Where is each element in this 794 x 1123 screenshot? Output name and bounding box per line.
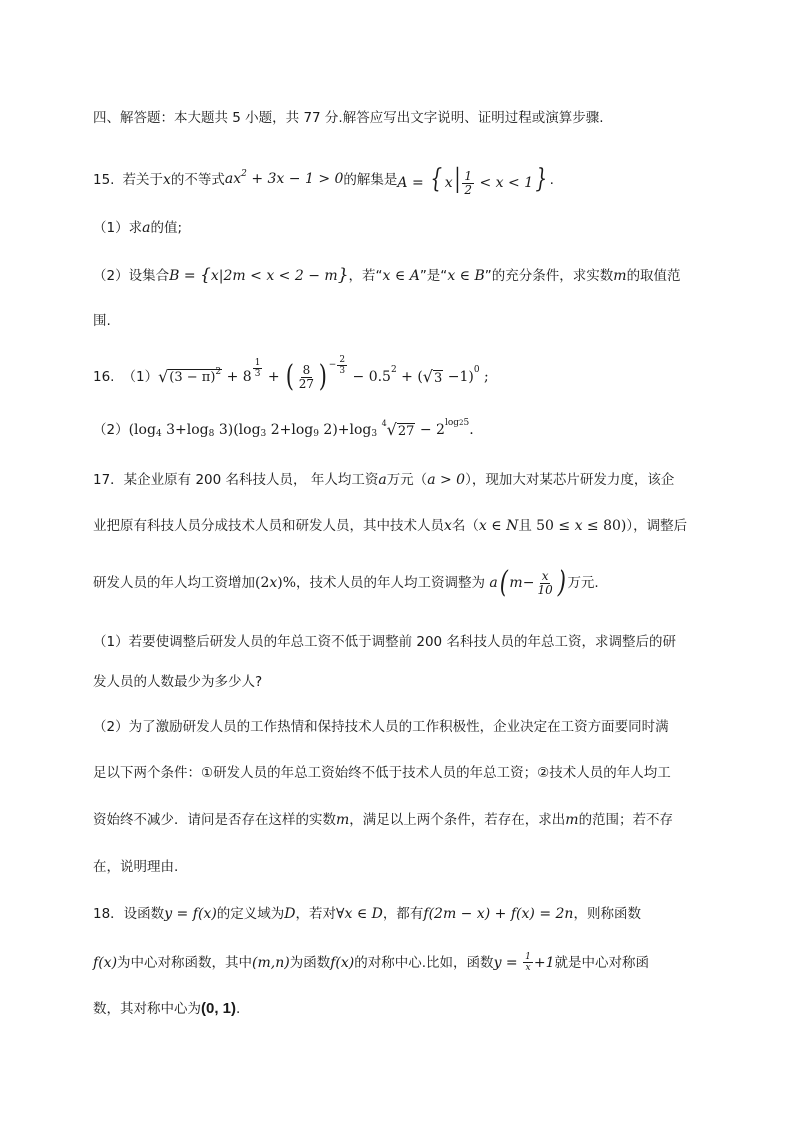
part-text: 的取值范 <box>626 267 681 284</box>
center-point: (0, 1) <box>201 1000 237 1017</box>
domain-d: D <box>284 906 296 922</box>
math-var: m <box>565 812 579 828</box>
question-16-part-1 <box>93 354 703 394</box>
set-b-formula: B = {x|2m < x < 2 − m} <box>169 265 349 285</box>
math-var: m <box>336 812 350 828</box>
question-number: 16. <box>93 369 115 385</box>
q17-text: 万元（ <box>386 472 428 488</box>
question-17-part-1-a <box>93 632 703 652</box>
expression-2: (log 4 3+log 8 3)(log 3 2+log 9 2)+log 3 4 √ 27 − 2 log25 . <box>128 418 474 439</box>
q15-text: 的解集是 <box>343 172 398 189</box>
fx: f(x) <box>330 954 355 971</box>
question-17-part-2-a <box>93 717 703 737</box>
x-in-a: x ∈ A <box>382 267 420 284</box>
question-17-line-2 <box>93 516 703 536</box>
q17-text: （2）为了激励研发人员的工作热情和保持技术人员的工作积极性，企业决定在工资方面要同时满 <box>93 719 669 735</box>
increase-formula: (2x)% <box>255 575 297 591</box>
part-text: ”的充分条件，求实数 <box>484 267 614 284</box>
example-function: y = $\frac{1}{x}$ +1 <box>493 952 555 973</box>
question-18-line-3 <box>93 999 703 1019</box>
math-var: m <box>613 267 627 284</box>
question-17-part-2-b <box>93 763 703 783</box>
question-17-part-1-b <box>93 672 703 692</box>
q18-text: 数，其对称中心为 <box>93 1001 201 1017</box>
question-18-line-1 <box>93 904 703 924</box>
part-number: （1） <box>93 220 129 236</box>
question-15-part-1 <box>93 218 703 238</box>
part-number: （1） <box>122 369 159 385</box>
q18-text: ，则称函数 <box>573 906 641 922</box>
part-text: 设集合 <box>128 267 170 284</box>
question-17-part-2-d <box>93 857 703 877</box>
salary-formula: a ( m − $\frac{x}{10}$ ) <box>489 565 566 600</box>
q18-text: ，都有 <box>382 906 424 922</box>
question-15-part-2 <box>93 265 703 286</box>
q18-text: 为中心对称函数，其中 <box>117 954 253 971</box>
q17-text: 研发人员的年人均工资增加 <box>93 575 255 591</box>
q17-text: 万元. <box>567 575 599 591</box>
q17-text: 的范围；若不存 <box>578 812 674 828</box>
q15-text: 若关于 <box>122 172 163 189</box>
q17-text: 足以下两个条件：①研发人员的年总工资始终不低于技术人员的年总工资；②技术人员的年人均工 <box>93 765 671 781</box>
part-text: 围. <box>93 313 111 329</box>
q17-text: （1）若要使调整后研发人员的年总工资不低于调整前 200 名科技人员的年总工资，求调整后的研 <box>93 634 676 650</box>
q17-text: ），现加大对某芯片研发力度，该企 <box>465 472 675 488</box>
inequality-formula: $ax^2 + 3x - 1 > 0$ <box>224 169 344 188</box>
section-heading <box>93 108 703 128</box>
center-mn: (m,n) <box>252 954 290 971</box>
q17-text: 发人员的人数最少为多少人? <box>93 674 263 690</box>
q17-text: 在，说明理由. <box>93 859 179 875</box>
question-15-stem: 15. 若关于 x 的不等式 $ax^2 + 3x - 1 > 0$ 的解集是 A = { x| $\frac{1}{2}$ < x < 1} . <box>93 164 554 197</box>
function-def: y = f(x) <box>164 906 217 922</box>
q17-text: ，满足以上两个条件，若存在，求出 <box>349 812 566 828</box>
part-text: ，若“ <box>348 267 383 284</box>
q18-text: 的定义域为 <box>216 906 285 922</box>
part-text: 求 <box>128 220 143 236</box>
q17-text: ，技术人员的年人均工资调整为 <box>296 575 486 591</box>
question-16-part-2 <box>93 420 703 440</box>
part-text: 的值; <box>150 220 183 236</box>
section-heading-text: 四、解答题：本大题共 5 小题，共 77 分.解答应写出文字说明、证明过程或演算步骤. <box>93 110 604 126</box>
question-17-part-2-c <box>93 810 703 830</box>
question-number: 15. <box>93 172 115 189</box>
part-number: （2） <box>93 422 129 438</box>
question-18-line-2 <box>93 952 703 973</box>
q17-text: 名（ <box>451 518 479 534</box>
solution-set-formula: A = { x| $\frac{1}{2}$ < x < 1} <box>397 164 548 197</box>
q17-text: 业把原有科技人员分成技术人员和研发人员，其中技术人员 <box>93 518 444 534</box>
q15-text: 的不等式 <box>170 172 225 189</box>
x-in-n: x ∈ N <box>478 518 519 534</box>
q18-text: 18．设函数 <box>93 906 165 922</box>
part-text: ”是“ <box>419 267 448 284</box>
math-var: a <box>378 472 387 488</box>
q18-text: 的对称中心.比如，函数 <box>354 954 494 971</box>
q17-text: ），调整后 <box>626 518 688 534</box>
question-15-part-2-wrap <box>93 311 703 331</box>
q18-text: ，若对 <box>295 906 337 922</box>
q18-text: . <box>236 1001 241 1017</box>
q18-text: 为函数 <box>289 954 331 971</box>
math-var: a <box>142 220 151 236</box>
question-17-line-1 <box>93 470 703 490</box>
q18-text: 就是中心对称函 <box>554 954 649 971</box>
x-in-b: x ∈ B <box>447 267 485 284</box>
math-var: x <box>444 518 452 534</box>
a-positive: a > 0 <box>427 472 466 488</box>
expression-1: √ $(3 - \pi)^2$ + 8 $\frac{1}{3}$ + ( $\frac{8}{27}$ ) − $\frac{2}{3}$ − 0.5 2 + ( √ 3 −1) 0 ; <box>158 354 489 394</box>
question-17-line-3 <box>93 565 703 600</box>
q17-text: 资始终不减少．请问是否存在这样的实数 <box>93 812 336 828</box>
symmetry-equation: f(2m − x) + f(x) = 2n <box>423 906 574 922</box>
fx: f(x) <box>93 954 118 971</box>
part-number: （2） <box>93 267 129 284</box>
x-range: 50 ≤ x ≤ 80) <box>536 518 627 534</box>
q17-text: 17．某企业原有 200 名科技人员， 年人均工资 <box>93 472 379 488</box>
forall-x: ∀x ∈ D <box>336 906 383 922</box>
math-var: x <box>162 172 171 189</box>
q17-text: 且 <box>518 518 532 534</box>
